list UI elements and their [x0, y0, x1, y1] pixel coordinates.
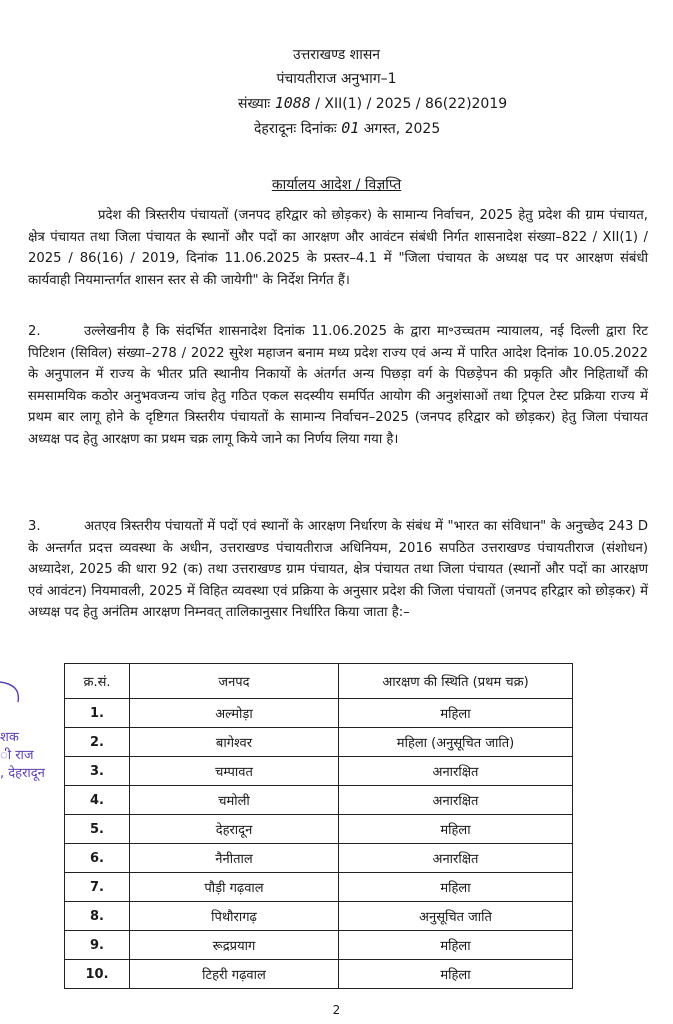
row-status: महिला: [339, 931, 573, 960]
paragraph-2-text: उल्लेखनीय है कि संदर्भित शासनादेश दिनांक 11.06.2025 के द्वारा मा॰उच्चतम न्यायालय, नई दिल्ली द्वारा रिट पिटिशन (सिविल) संख्या–278 / 2022 सुरेश महाजन बनाम मध्य प्रदेश राज्य एवं अन्य में पारित आदेश दिनांक 10.05.2022 के अनुपालन में राज्य के भीतर प्रति स्थानीय निकायों के अंतर्गत अन्य पिछड़ा वर्ग के पिछड़ेपन की प्रकृति और निहितार्थों की समसामयिक कठोर अनुभवजन्य जांच हेतु गठित एकल सदस्यीय समर्पित आयोग की अनुशंसाओं तथा ट्रिपल टेस्ट प्रक्रिया राज्य में प्रथम बार लागू होने के दृष्टिगत त्रिस्तरीय पंचायतों के सामान्य निर्वाचन–2025 (जनपद हरिद्वार को छोड़कर) हेतु जिला पंचायत अध्यक्ष पद हेतु आरक्षण का प्रथम चक्र लागू किये जाने का निर्णय लिया गया है।: [28, 324, 648, 447]
row-status: महिला (अनुसूचित जाति): [339, 728, 573, 757]
row-serial: 2.: [65, 728, 130, 757]
row-district: चमोली: [130, 786, 339, 815]
table-row: [65, 699, 573, 728]
table-row: [65, 844, 573, 873]
table-row: [65, 931, 573, 960]
row-status: अनारक्षित: [339, 786, 573, 815]
row-serial: 6.: [65, 844, 130, 873]
paragraph-3-number: 3.: [28, 519, 41, 534]
row-serial: 5.: [65, 815, 130, 844]
reference-suffix: / XII(1) / 2025 / 86(22)2019: [315, 96, 508, 112]
subject-text: कार्यालय आदेश / विज्ञप्ति: [271, 177, 402, 193]
table-row: [65, 786, 573, 815]
date-handwritten: 01: [341, 119, 360, 137]
reservation-table: [64, 663, 573, 989]
reference-label: संख्याः: [238, 96, 271, 112]
header-serial: क्र.सं.: [65, 664, 130, 699]
row-status: अनुसूचित जाति: [339, 902, 573, 931]
margin-stamp-line-3: , देहरादून: [0, 766, 45, 781]
row-district: रूद्रप्रयाग: [130, 931, 339, 960]
table-header-row: [65, 664, 573, 699]
table-row: [65, 757, 573, 786]
date-suffix: अगस्त, 2025: [363, 121, 441, 137]
margin-stamp-line-1: शक: [0, 730, 19, 745]
paragraph-1-text: प्रदेश की त्रिस्तरीय पंचायतों (जनपद हरिद्वार को छोड़कर) के सामान्य निर्वाचन, 2025 हेतु प्रदेश की ग्राम पंचायत, क्षेत्र पंचायत तथा जिला पंचायत के स्थानों और पदों का आरक्षण और आवंटन संबंधी निर्गत शासनादेश संख्या–822 / XII(1) / 2025 / 86(16) / 2019, दिनांक 11.06.2025 के प्रस्तर–4.1 में "जिला पंचायत के अध्यक्ष पद पर आरक्षण संबंधी कार्यवाही नियमान्तर्गत शासन स्तर से की जायेगी" के निर्देश निर्गत हैं।: [28, 208, 648, 288]
header-government: उत्तराखण्ड शासन: [292, 47, 381, 63]
row-status: महिला: [339, 960, 573, 989]
table-row: [65, 728, 573, 757]
document-date: [254, 119, 440, 138]
header-district: जनपद: [130, 664, 339, 699]
table-row: [65, 902, 573, 931]
row-serial: 1.: [65, 699, 130, 728]
row-serial: 7.: [65, 873, 130, 902]
table-row: [65, 815, 573, 844]
paragraph-3: [28, 516, 648, 624]
page-number: 2: [332, 1003, 341, 1017]
table-row: [65, 873, 573, 902]
paragraph-2-number: 2.: [28, 324, 41, 339]
date-label: देहरादूनः दिनांकः: [254, 121, 337, 137]
subject-heading: [0, 176, 673, 194]
row-district: चम्पावत: [130, 757, 339, 786]
row-status: अनारक्षित: [339, 844, 573, 873]
row-district: पिथौरागढ़: [130, 902, 339, 931]
row-status: महिला: [339, 699, 573, 728]
header-reservation-status: आरक्षण की स्थिति (प्रथम चक्र): [339, 664, 573, 699]
margin-ink-stroke: [0, 676, 30, 716]
row-status: महिला: [339, 815, 573, 844]
header-section: पंचायतीराज अनुभाग–1: [276, 71, 397, 87]
row-serial: 8.: [65, 902, 130, 931]
paragraph-1: [28, 205, 648, 291]
row-status: महिला: [339, 873, 573, 902]
paragraph-3-text: अतएव त्रिस्तरीय पंचायतों में पदों एवं स्थानों के आरक्षण निर्धारण के संबंध में "भारत का संविधान" के अनुच्छेद 243 D के अन्तर्गत प्रदत्त व्यवस्था के अधीन, उत्तराखण्ड पंचायतीराज अधिनियम, 2016 सपठित उत्तराखण्ड पंचायतीराज (संशोधन) अध्यादेश, 2025 की धारा 92 (क) तथा उत्तराखण्ड ग्राम पंचायत, क्षेत्र पंचायत तथा जिला पंचायत (स्थानों और पदों का आरक्षण एवं आवंटन) नियमावली, 2025 में विहित व्यवस्था एवं प्रक्रिया के अनुसार प्रदेश की जिला पंचायतों (जनपद हरिद्वार को छोड़कर) में अध्यक्ष पद हेतु अनंतिम आरक्षण निम्नवत् तालिकानुसार निर्धारित किया जाता है:–: [28, 519, 648, 621]
row-serial: 10.: [65, 960, 130, 989]
row-status: अनारक्षित: [339, 757, 573, 786]
paragraph-2: [28, 321, 648, 451]
row-district: नैनीताल: [130, 844, 339, 873]
row-district: पौड़ी गढ़वाल: [130, 873, 339, 902]
row-district: बागेश्वर: [130, 728, 339, 757]
row-district: अल्मोड़ा: [130, 699, 339, 728]
row-district: टिहरी गढ़वाल: [130, 960, 339, 989]
margin-stamp-line-2: ी राज: [0, 748, 34, 763]
reference-handwritten: 1088: [274, 94, 311, 112]
table-row: [65, 960, 573, 989]
row-serial: 3.: [65, 757, 130, 786]
row-district: देहरादून: [130, 815, 339, 844]
reference-number: [238, 94, 507, 113]
row-serial: 4.: [65, 786, 130, 815]
row-serial: 9.: [65, 931, 130, 960]
